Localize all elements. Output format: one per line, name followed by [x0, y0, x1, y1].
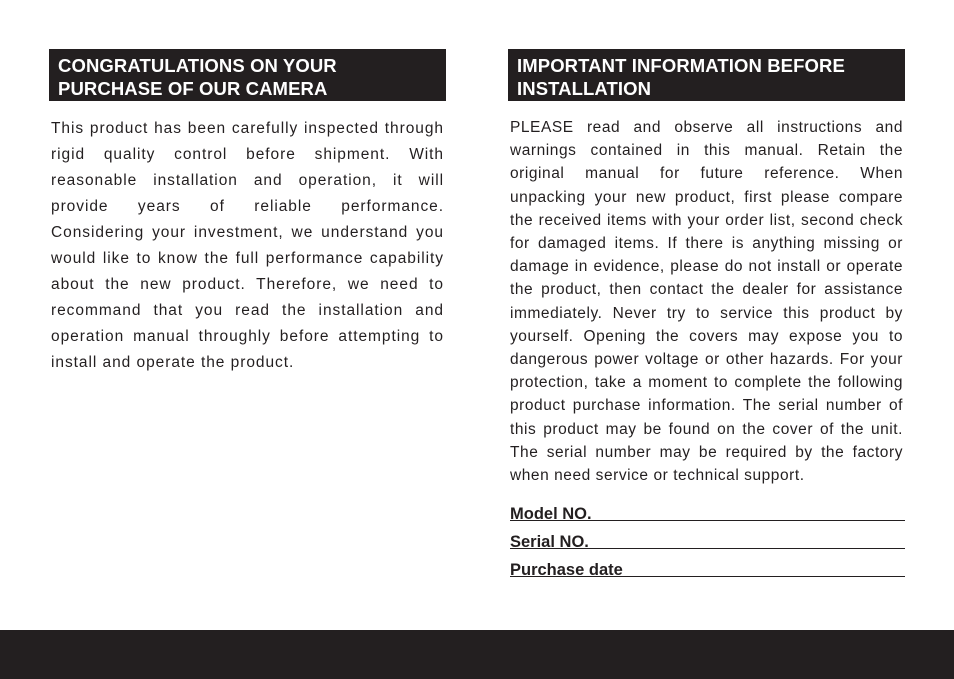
congratulations-body: This product has been carefully inspected through rigid quality control before shipment. With reasonable installation and operation, it will provide years of reliable performance. Considering your investment, we understand you would like to know the full performance capability about the new product. Therefore, we need to recommand that you read the installation and operation manual throughly before attempting to install and operate the product.	[51, 120, 444, 371]
serial-number-field: Serial NO.	[510, 527, 905, 549]
congratulations-heading: CONGRATULATIONS ON YOUR PURCHASE OF OUR CAMERA	[49, 49, 446, 101]
important-information-heading: IMPORTANT INFORMATION BEFORE INSTALLATION	[508, 49, 905, 101]
congratulations-section	[49, 49, 446, 376]
important-information-section	[508, 49, 905, 583]
footer-bar	[0, 630, 954, 679]
purchase-info-fields	[508, 499, 905, 580]
model-number-field: Model NO.	[510, 499, 905, 521]
important-information-body: PLEASE read and observe all instructions and warnings contained in this manual. Retain the original manual for future reference. When unpacking your new product, first please compare the received items with your order list, second check for damaged items. If there is anything missing or damage in evidence, please do not install or operate the product, then contact the dealer for assistance immediately. Never try to service this product by yourself. Opening the covers may expose you to dangerous power voltage or other hazards. For your protection, take a moment to complete the following product purchase information. The serial number of this product may be found on the cover of the unit. The serial number may be required by the factory when need service or technical support.	[510, 119, 903, 485]
purchase-date-field: Purchase date	[510, 555, 905, 577]
